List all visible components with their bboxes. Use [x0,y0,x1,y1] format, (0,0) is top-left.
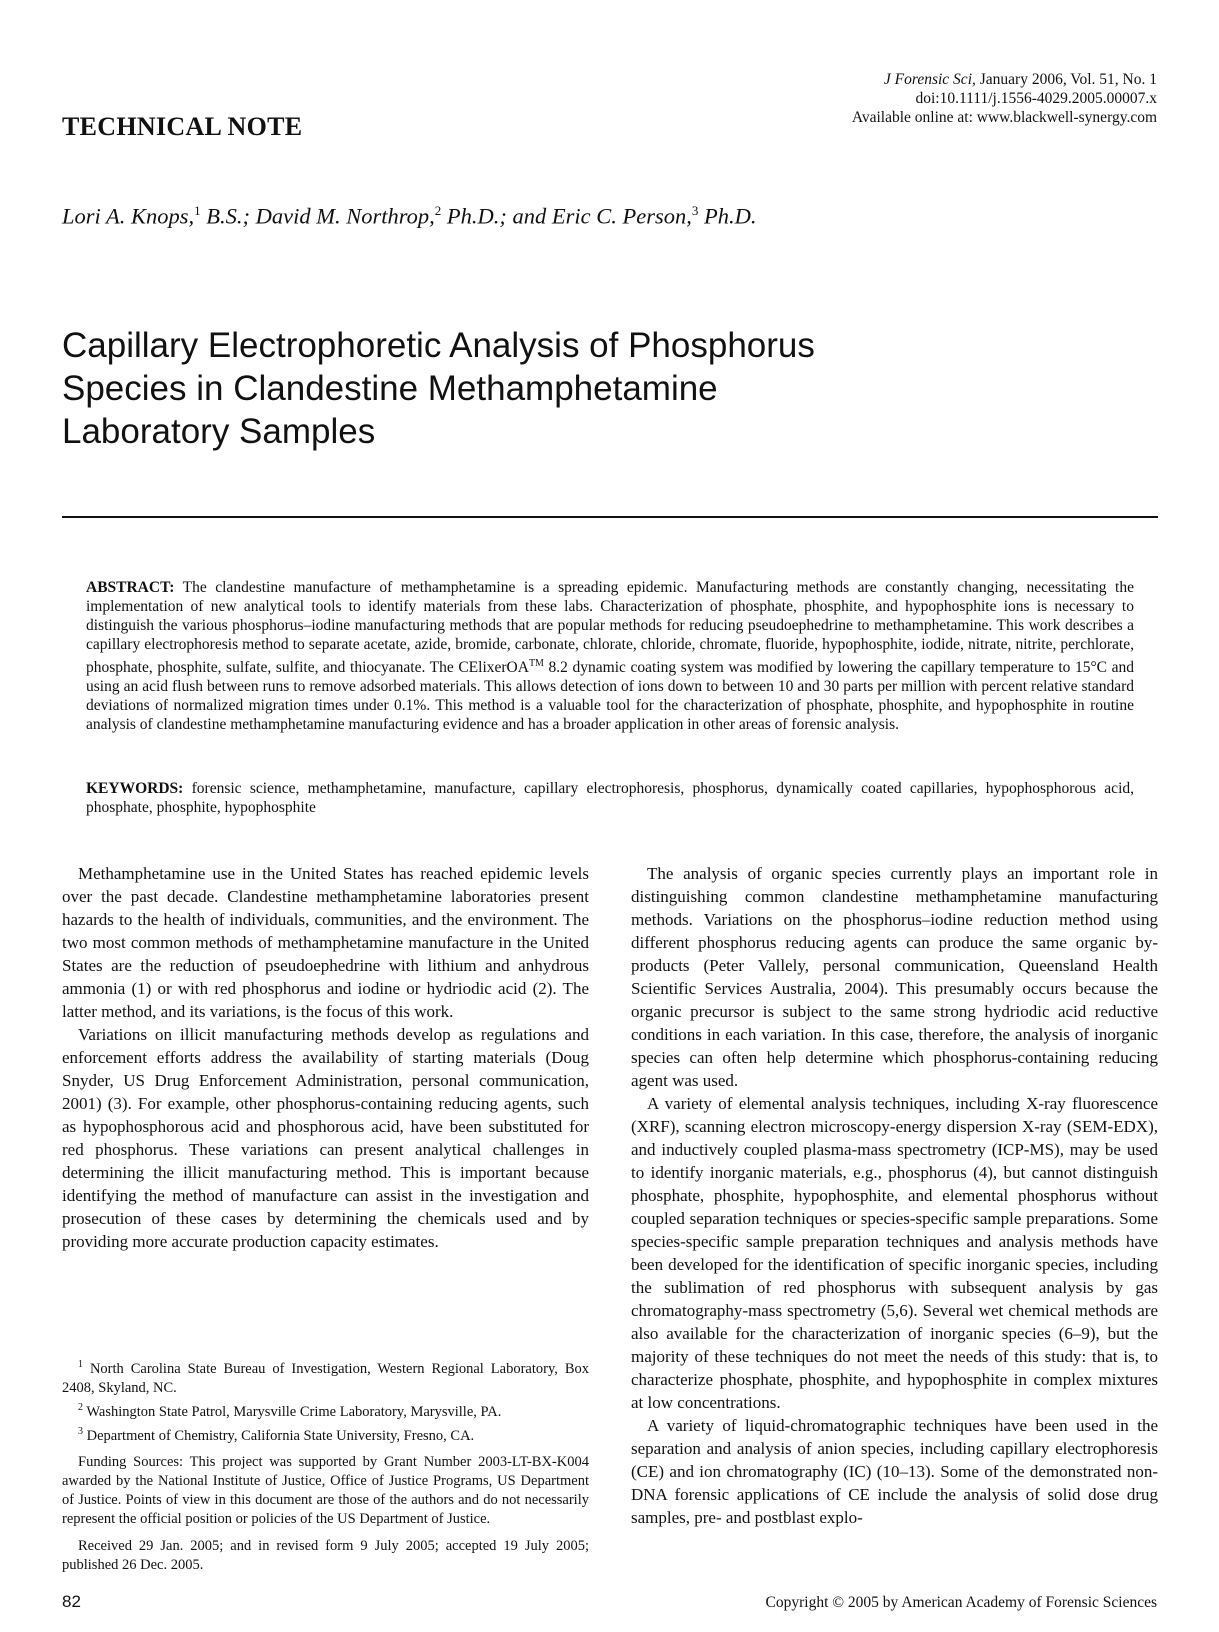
journal-doi: doi:10.1111/j.1556-4029.2005.00007.x [915,90,1157,107]
body-paragraph: Variations on illicit manufacturing methods develop as regulations and enforcement efforts address the availability of starting materials (Doug Snyder, US Drug Enforcement Administration, personal communication, 2001) (3). For example, other phosphorus-containing reducing agents, such as hypophosphorous acid and phosphorous acid, have been substituted for red phosphorus. These variations can present analytical challenges in determining the illicit manufacturing method. This is important because identifying the method of manufacture can assist in the investigation and prosecution of these cases by determining the chemicals used and by providing more accurate production capacity estimates. [62,1025,589,1251]
author-affiliation-mark: 3 [691,203,699,218]
body-paragraph: The analysis of organic species currently plays an important role in distinguishing common clandestine methamphetamine manufacturing methods. Variations on the phosphorus–iodine reduction method using different phosphorus reducing agents can produce the same organic by-products (Peter Vallely, personal communication, Queensland Health Scientific Services Australia, 2004). This presumably occurs because the organic precursor is subject to the same strong hydriodic acid reductive conditions in each variation. In this case, therefore, the analysis of inorganic species can often help determine which phosphorus-containing reducing agent was used. [631,864,1158,1090]
keywords [86,779,1134,817]
footnote [62,1422,589,1446]
body-paragraph: Methamphetamine use in the United States has reached epidemic levels over the past decade. Clandestine methamphetamine laboratories present hazards to the health of individuals, communities, and the environment. The two most common methods of methamphetamine manufacture in the United States are the reduction of pseudoephedrine with lithium and anhydrous ammonia (1) or with red phosphorus and iodine or hydriodic acid (2). The latter method, and its variations, is the focus of this work. [62,864,589,1021]
author-name: David M. Northrop, [255,203,435,229]
body-column-right [631,862,1158,1529]
journal-online: Available online at: www.blackwell-synergy.com [851,109,1157,126]
author-degree: Ph.D. [698,203,757,229]
keywords-label: KEYWORDS: [86,780,184,797]
author-affiliation-mark: 2 [434,203,442,218]
journal-issue: January 2006, Vol. 51, No. 1 [979,71,1157,88]
footnote-text: Department of Chemistry, California State University, Fresno, CA. [83,1427,475,1444]
title-line: Capillary Electrophoretic Analysis of Phosphorus [62,326,815,365]
trademark-mark: TM [528,658,544,669]
abstract-text: The clandestine manufacture of methamphetamine is a spreading epidemic. Manufacturing methods are constantly changing, necessitating the implementation of new analytical tools to identify materials from these labs. Characterization of phosphate, phosphite, and hypophosphite ions is necessary to distinguish the various phosphorus–iodine manufacturing methods that are popular methods for reducing pseudoephedrine to methamphetamine. This work describes a capillary electrophoresis method to separate acetate, azide, bromide, carbonate, chlorate, chloride, chromate, fluoride, hypophosphite, iodide, nitrate, nitrite, perchlorate, phosphate, phosphite, sulfate, sulfite, and thiocyanate. The CElixerOA [86,579,1134,677]
author-list [62,203,757,230]
title-divider [62,516,1158,518]
footnote-text: Washington State Patrol, Marysville Crime Laboratory, Marysville, PA. [83,1403,502,1420]
footnote-mark: 3 [78,1425,83,1437]
keywords-text: forensic science, methamphetamine, manufacture, capillary electrophoresis, phosphorus, dynamically coated capillaries, hypophosphorous acid, phosphate, phosphite, hypophosphite [86,780,1134,816]
journal-info [852,70,1157,127]
funding-note: Funding Sources: This project was supported by Grant Number 2003-LT-BX-K004 awarded by the National Institute of Justice, Office of Justice Programs, US Department of Justice. Points of view in this document are those of the authors and do not necessarily represent the official position or policies of the US Department of Justice. [62,1454,589,1528]
footnote-text: North Carolina State Bureau of Investigation, Western Regional Laboratory, Box 2408, Skyland, NC. [62,1360,589,1396]
page-number: 82 [62,1592,81,1611]
paper-title [62,324,962,453]
author-name: Lori A. Knops, [62,203,195,229]
abstract [86,578,1134,734]
body-paragraph: A variety of elemental analysis techniques, including X-ray fluorescence (XRF), scanning electron microscopy-energy dispersion X-ray (SEM-EDX), and inductively coupled plasma-mass spectrometry (ICP-MS), may be used to identify inorganic materials, e.g., phosphorus (4), but cannot distinguish phosphate, phosphite, hypophosphite, and elemental phosphorus without coupled separation techniques or species-specific sample preparations. Some species-specific sample preparation techniques and analysis methods have been developed for the identification of specific inorganic species, including the sublimation of red phosphorus with subsequent analysis by gas chromatography-mass spectrometry (5,6). Several wet chemical methods are also available for the characterization of inorganic species (6–9), but the majority of these techniques do not meet the needs of this study: that is, to characterize phosphate, phosphite, and hypophosphite in complex mixtures at low concentrations. [631,1094,1158,1412]
abstract-text: 8.2 dynamic coating system was modified by lowering the capillary temperature to 15°C and using an acid flush between runs to remove adsorbed materials. This allows detection of ions down to between 10 and 30 parts per million with percent relative standard deviations of normalized migration times under 0.1%. This method is a valuable tool for the characterization of phosphate, phosphite, and hypophosphite in routine analysis of clandestine methamphetamine manufacturing evidence and has a broader application in other areas of forensic analysis. [86,659,1134,734]
footnote-mark: 1 [78,1359,83,1370]
title-line: Laboratory Samples [62,412,376,451]
author-degree: Ph.D.; and [441,203,552,229]
footnote [62,1398,589,1422]
author-affiliation-mark: 1 [194,203,201,218]
abstract-label: ABSTRACT: [86,579,175,596]
author-degree: B.S.; [200,203,256,229]
author-name: Eric C. Person, [551,203,692,229]
received-note: Received 29 Jan. 2005; and in revised form 9 July 2005; accepted 19 July 2005; published 26 Dec. 2005. [62,1538,589,1574]
body-column-left [62,862,589,1253]
copyright-notice: Copyright © 2005 by American Academy of Forensic Sciences [765,1594,1157,1611]
body-paragraph: A variety of liquid-chromatographic techniques have been used in the separation and analysis of anion species, including capillary electrophoresis (CE) and ion chromatography (IC) (10–13). Some of the demonstrated non-DNA forensic applications of CE include the analysis of solid dose drug samples, pre- and postblast explo- [631,1416,1158,1527]
footnote [62,1355,589,1398]
footnote-mark: 2 [78,1401,83,1413]
footnotes [62,1355,589,1575]
section-label: TECHNICAL NOTE [62,112,303,141]
journal-citation [852,70,1157,89]
title-line: Species in Clandestine Methamphetamine [62,369,718,408]
journal-name: J Forensic Sci, [883,71,976,88]
